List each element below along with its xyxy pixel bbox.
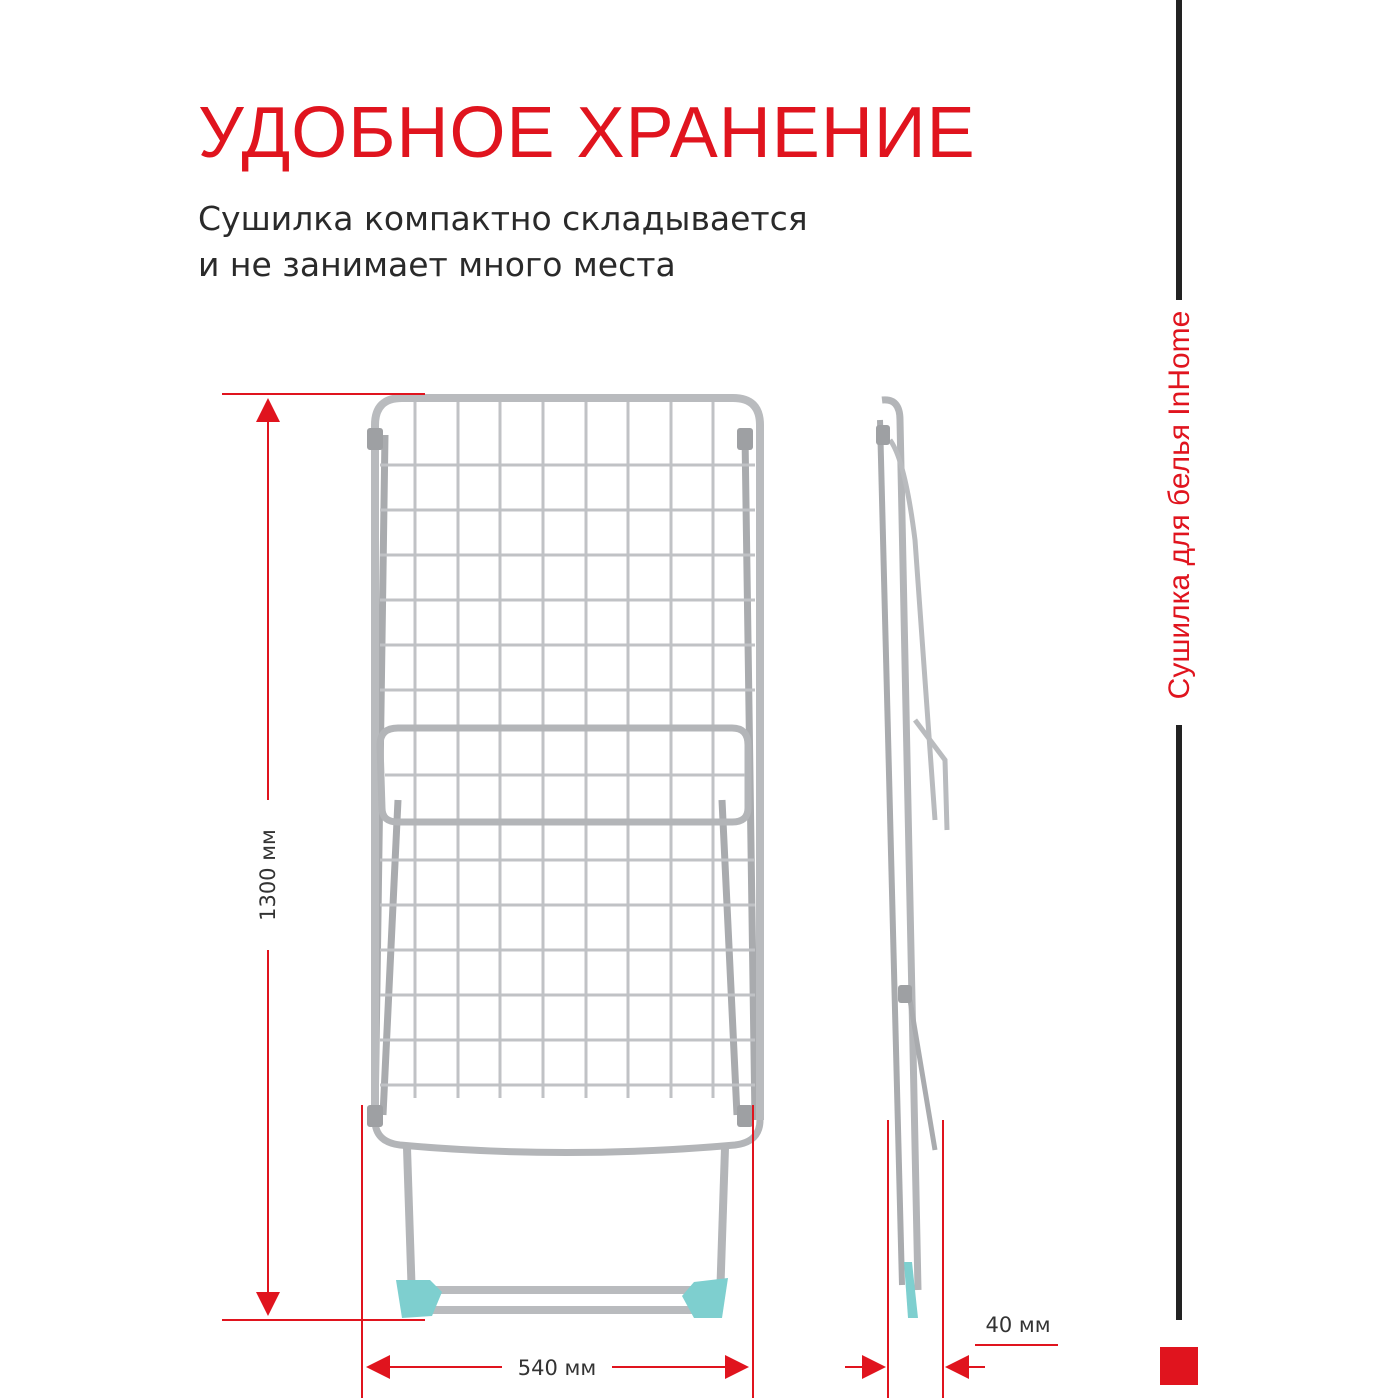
dryer-side-view	[876, 400, 947, 1318]
subtitle-line-1: Сушилка компактно складывается	[198, 199, 808, 238]
subtitle-line-2: и не занимает много места	[198, 245, 676, 284]
dimension-depth	[845, 1120, 1058, 1398]
dryer-front-view	[367, 398, 760, 1400]
dimension-width-label: 540 мм	[517, 1356, 597, 1380]
dimension-depth-label: 40 мм	[985, 1313, 1051, 1337]
dimension-height-label: 1300 мм	[256, 829, 280, 921]
headline: УДОБНОЕ ХРАНЕНИЕ	[198, 93, 976, 173]
